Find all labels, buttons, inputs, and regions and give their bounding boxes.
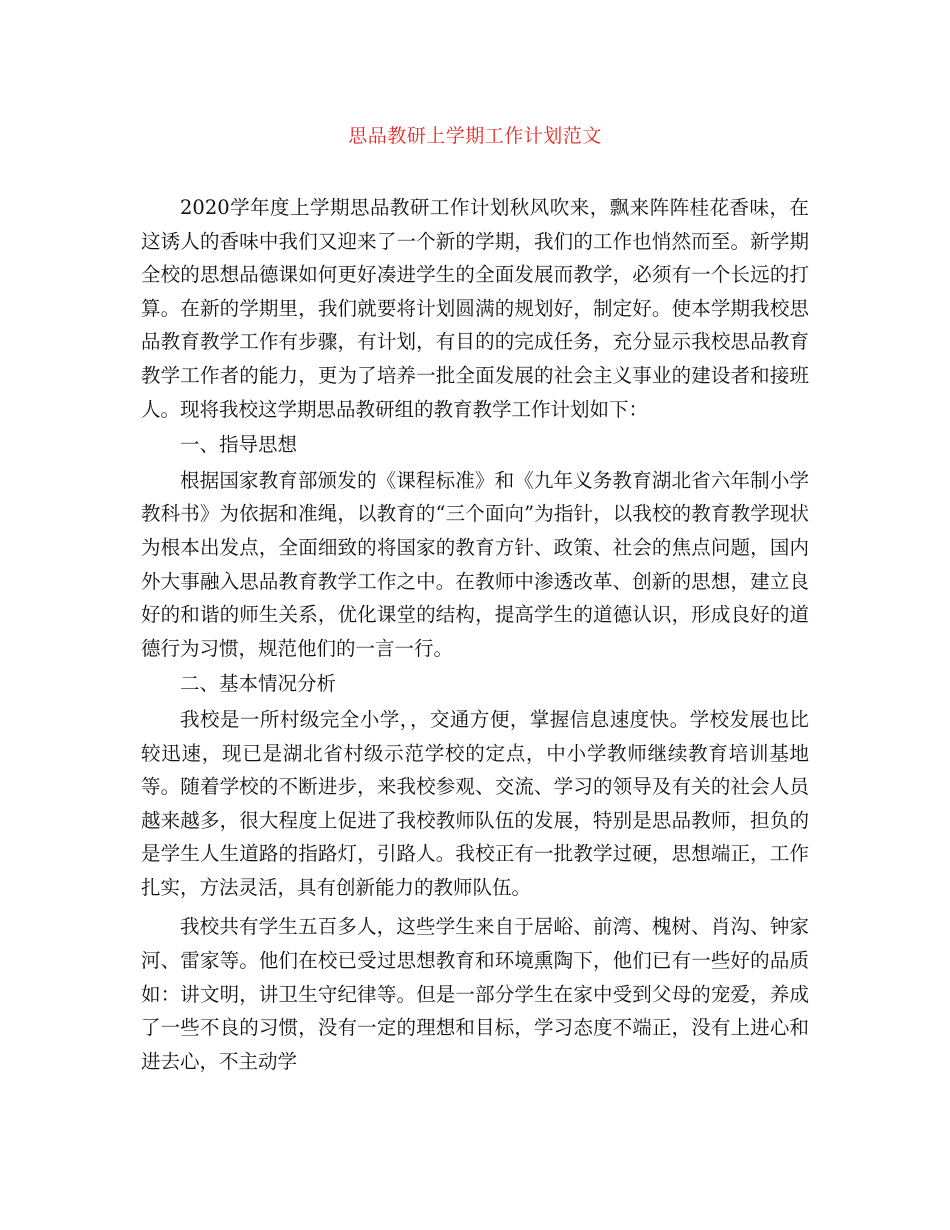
document-body (141, 191, 809, 1078)
section-heading-situation-analysis: 二、基本情况分析 (180, 672, 337, 696)
paragraph-school-overview: 我校是一所村级完全小学，，交通方便，掌握信息速度快。学校发展也比较迅速，现已是湖北省村级示范学校的定点，中小学教师继续教育培训基地等。随着学校的不断进步，来我校参观、交流、学习的领导及有关的社会人员越来越多，很大程度上促进了我校教师队伍的发展，特别是思品教师，担负的是学生人生道路的指路灯，引路人。我校正有一批教学过硬，思想端正，工作扎实，方法灵活，具有创新能力的教师队伍。 (141, 707, 809, 899)
paragraph-student-overview: 我校共有学生五百多人，这些学生来自于居峪、前湾、槐树、肖沟、钟家河、雷家等。他们在校已受过思想教育和环境熏陶下，他们已有一些好的品质如：讲文明，讲卫生守纪律等。但是一部分学生在家中受到父母的宠爱，养成了一些不良的习惯，没有一定的理想和目标，学习态度不端正，没有上进心和进去心，不主动学 (141, 915, 809, 1073)
section-heading-guiding-thought: 一、指导思想 (180, 433, 298, 457)
paragraph-guiding-thought: 根据国家教育部颁发的《课程标准》和《九年义务教育湖北省六年制小学教科书》为依据和准绳，以教育的“三个面向”为指针，以我校的教育教学现状为根本出发点，全面细致的将国家的教育方针、政策、社会的焦点问题，国内外大事融入思品教育教学工作之中。在教师中渗透改革、创新的思想，建立良好的和谐的师生关系，优化课堂的结构，提高学生的道德认识，形成良好的道德行为习惯，规范他们的一言一行。 (141, 468, 809, 660)
paragraph-intro: 2020学年度上学期思品教研工作计划秋风吹来，飘来阵阵桂花香味，在这诱人的香味中我们又迎来了一个新的学期，我们的工作也悄然而至。新学期全校的思想品德课如何更好凑进学生的全面发展而教学，必须有一个长远的打算。在新的学期里，我们就要将计划圆满的规划好，制定好。使本学期我校思品教育教学工作有步骤，有计划，有目的的完成任务，充分显示我校思品教育教学工作者的能力，更为了培养一批全面发展的社会主义事业的建设者和接班人。现将我校这学期思品教研组的教育教学工作计划如下： (141, 196, 809, 421)
document-title: 思品教研上学期工作计划范文 (348, 125, 602, 147)
